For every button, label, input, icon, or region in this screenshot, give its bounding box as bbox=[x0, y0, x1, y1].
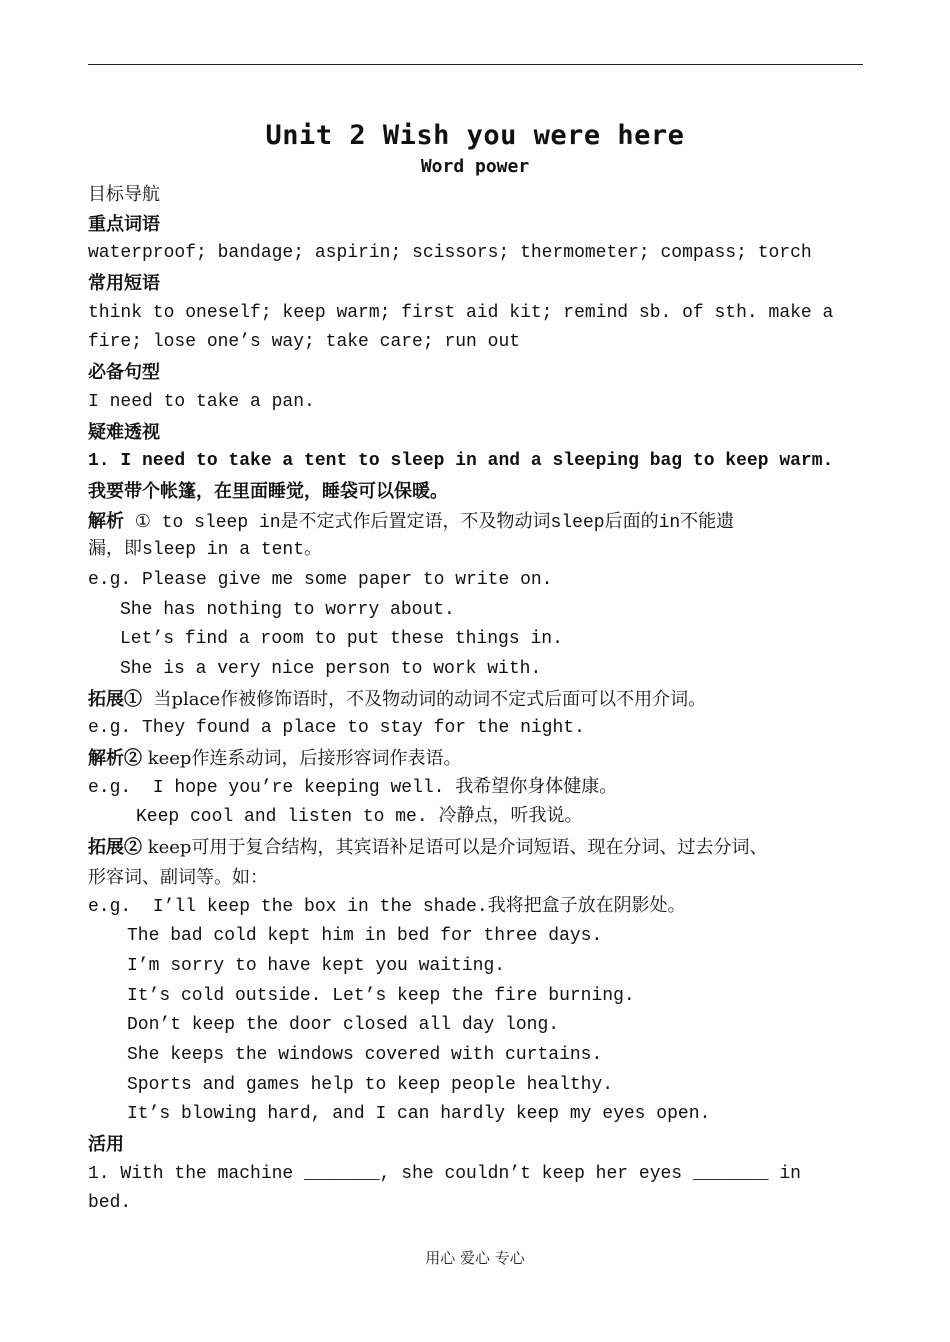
practice-question: 1. With the machine _______, she couldn’t keep her eyes _______ in bbox=[88, 1163, 801, 1184]
extend-1-text: 当place作被修饰语时，不及物动词的动词不定式后面可以不用介词。 bbox=[142, 688, 707, 710]
analysis-1-continued: 漏，即sleep in a tent。 bbox=[88, 540, 323, 561]
point-1-english: 1. I need to take a tent to sleep in and a sleeping bag to keep warm. bbox=[88, 451, 834, 472]
example-line: The bad cold kept him in bed for three days. bbox=[127, 926, 603, 947]
example-line: e.g. I hope you’re keeping well. 我希望你身体健康。 bbox=[88, 777, 618, 798]
point-1-chinese: 我要带个帐篷，在里面睡觉，睡袋可以保暖。 bbox=[88, 480, 448, 502]
phrases-heading: 常用短语 bbox=[88, 273, 160, 295]
example-line: Keep cool and listen to me. 冷静点，听我说。 bbox=[136, 807, 583, 828]
example-line: I’m sorry to have kept you waiting. bbox=[127, 955, 506, 976]
phrases-line: think to oneself; keep warm; first aid kit; remind sb. of sth. make a bbox=[88, 302, 834, 323]
example-line: She keeps the windows covered with curtains. bbox=[127, 1044, 603, 1065]
example-line: e.g. They found a place to stay for the night. bbox=[88, 718, 585, 739]
example-line: e.g. Please give me some paper to write on. bbox=[88, 569, 553, 590]
extend-2-label: 拓展② bbox=[88, 837, 142, 859]
key-words-heading: 重点词语 bbox=[88, 213, 160, 235]
nav-heading: 目标导航 bbox=[88, 184, 160, 205]
sentence-pattern: I need to take a pan. bbox=[88, 391, 315, 412]
example-line: Sports and games help to keep people healthy. bbox=[127, 1074, 614, 1095]
example-line: She is a very nice person to work with. bbox=[120, 659, 542, 679]
extend-1 bbox=[88, 685, 868, 715]
analysis-2-label: 解析② bbox=[88, 748, 142, 770]
document-body bbox=[88, 180, 868, 1219]
page-title: Unit 2 Wish you were here bbox=[265, 120, 685, 151]
analysis-1-text: ① to sleep in是不定式作后置定语，不及物动词sleep后面的in不能遗 bbox=[124, 512, 735, 533]
key-words: waterproof; bandage; aspirin; scissors; thermometer; compass; torch bbox=[88, 243, 812, 264]
example-line: Let’s find a room to put these things in. bbox=[120, 629, 563, 650]
sentence-heading: 必备句型 bbox=[88, 362, 160, 384]
example-line: It’s blowing hard, and I can hardly keep my eyes open. bbox=[127, 1104, 711, 1125]
extend-2-text: keep可用于复合结构，其宾语补足语可以是介词短语、现在分词、过去分词、 bbox=[142, 837, 768, 859]
extend-2 bbox=[88, 833, 868, 863]
example-line: It’s cold outside. Let’s keep the fire burning. bbox=[127, 985, 635, 1006]
page-subtitle: Word power bbox=[420, 156, 530, 177]
analysis-2 bbox=[88, 744, 868, 774]
header-rule bbox=[88, 64, 863, 65]
example-line: e.g. I’ll keep the box in the shade.我将把盒子放在阴影处。 bbox=[88, 896, 686, 917]
analysis-1 bbox=[88, 507, 868, 537]
analysis-1-label: 解析 bbox=[88, 510, 124, 532]
difficulty-heading: 疑难透视 bbox=[88, 421, 160, 443]
practice-heading: 活用 bbox=[88, 1134, 124, 1155]
analysis-2-text: keep作连系动词，后接形容词作表语。 bbox=[142, 748, 462, 770]
example-line: She has nothing to worry about. bbox=[120, 599, 455, 620]
phrases-line: fire; lose one’s way; take care; run out bbox=[88, 332, 521, 353]
extend-2-continued: 形容词、副词等。如： bbox=[88, 866, 268, 888]
practice-question-continued: bed. bbox=[88, 1193, 132, 1214]
extend-1-label: 拓展① bbox=[88, 688, 142, 710]
page-footer: 用心 爱心 专心 bbox=[425, 1249, 525, 1267]
example-line: Don’t keep the door closed all day long. bbox=[127, 1015, 560, 1036]
